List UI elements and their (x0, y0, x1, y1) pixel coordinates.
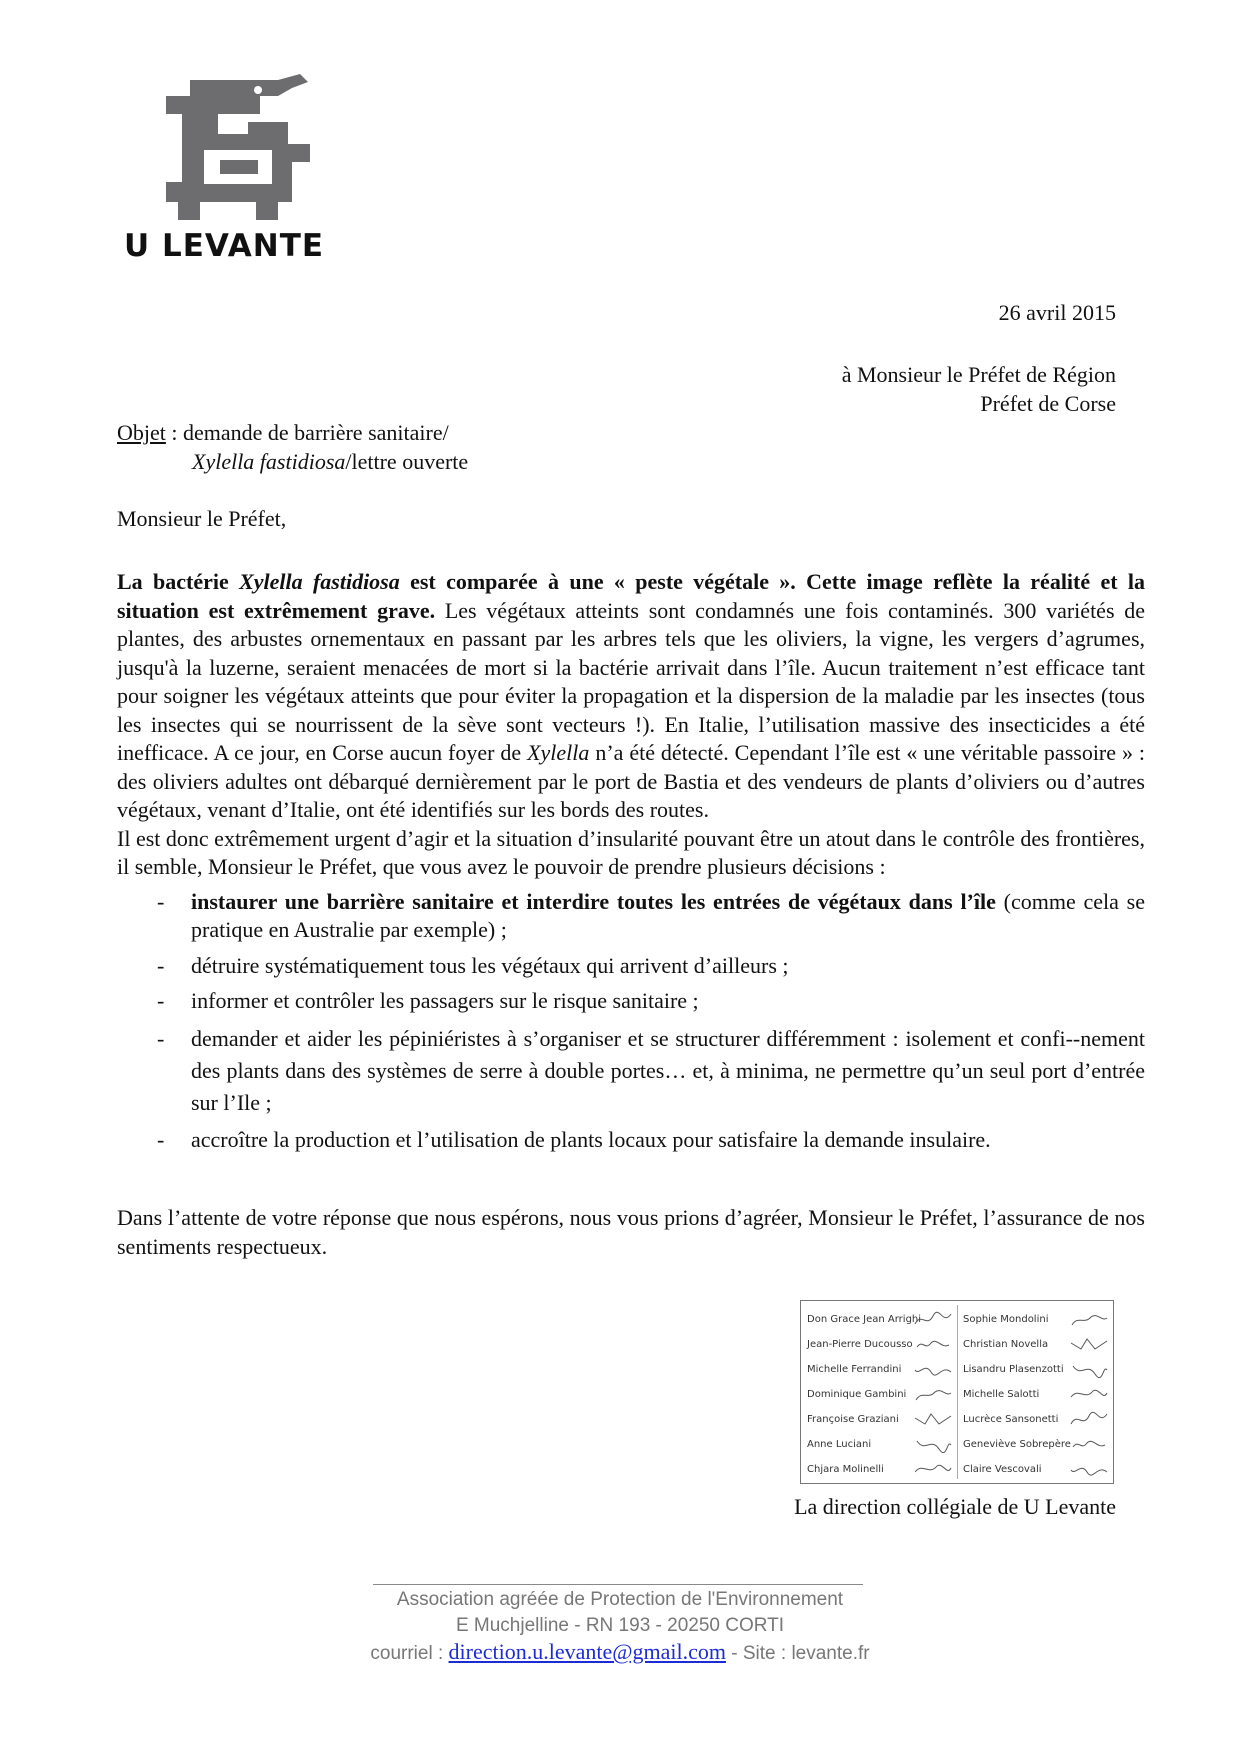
handwritten-signature (913, 1360, 953, 1378)
signatory-name: Michelle Salotti (963, 1389, 1040, 1400)
letter-date: 26 avril 2015 (998, 300, 1116, 325)
lizard-g-logo (160, 74, 312, 222)
handwritten-signature (913, 1410, 953, 1428)
bold-text: La bactérie (117, 569, 240, 594)
subject-separator: : (165, 420, 184, 445)
handwritten-signature (1069, 1360, 1109, 1378)
signatory-name: Geneviève Sobrepère (963, 1439, 1071, 1450)
signature-column-left (807, 1307, 957, 1482)
demands-list (117, 888, 1145, 1155)
signature-row (963, 1357, 1113, 1382)
body-paragraph (117, 568, 1145, 825)
signature-box (800, 1300, 1114, 1484)
bullet-dash: - (157, 1025, 165, 1051)
bullet-dash: - (157, 888, 165, 914)
body-text: (comme cela se pratique en Australie par exemple) ; (191, 888, 1146, 942)
subject-block (117, 418, 468, 476)
signatory-name: Lisandru Plasenzotti (963, 1364, 1064, 1375)
footer-divider (373, 1584, 863, 1585)
subject-line: demande de barrière sanitaire/ (183, 420, 449, 445)
signatory-name: Claire Vescovali (963, 1464, 1042, 1475)
recipient-line: Préfet de Corse (980, 391, 1116, 416)
body-text: détruire systématiquement tous les végétaux qui arrivent d’ailleurs ; (191, 952, 789, 978)
list-item (117, 1023, 1145, 1119)
handwritten-signature (913, 1310, 953, 1328)
signatory-name: Don Grace Jean Arrighi (807, 1314, 922, 1325)
signatory-name: Chjara Molinelli (807, 1464, 884, 1475)
bullet-dash: - (157, 988, 165, 1013)
body-paragraph: Il est donc extrêmement urgent d’agir et la situation d’insularité pouvant être un atout dans le contrôle des frontières, il semble, Monsieur le Préfet, que vous avez le pouvoir de prendre plusieurs décisions : (117, 825, 1145, 879)
list-item (117, 987, 1145, 1016)
signatory-name: Françoise Graziani (807, 1414, 899, 1425)
species-name: Xylella (527, 740, 590, 765)
signatory-name: Dominique Gambini (807, 1389, 907, 1400)
signatory-name: Jean-Pierre Ducousso (807, 1339, 913, 1350)
signatory-name: Sophie Mondolini (963, 1314, 1049, 1325)
species-name: Xylella fastidiosa (239, 569, 400, 594)
closing-paragraph: Dans l’attente de votre réponse que nous espérons, nous vous prions d’agréer, Monsieur le Préfet, l’assurance de nos sentiments respectueux. (117, 1205, 1145, 1259)
body-text: n’a été détecté. Cependant l’île est « une véritable passoire » : des oliviers adultes ont débarqué dernièrement par le port de Bastia et des vendeurs de plants d’oliviers ou d’autres végétaux, venant d’Italie, ont été identifiés sur les bords des routes. (117, 740, 1146, 822)
signature-row (807, 1457, 957, 1482)
body-text: informer et contrôler les passagers sur le risque sanitaire ; (191, 988, 699, 1013)
bold-text: est comparée à une « peste végétale ». Cette image reflète la réalité et la situation est extrêmement grave. (117, 569, 1146, 623)
handwritten-signature (1069, 1410, 1109, 1428)
subject-line: /lettre ouverte (345, 449, 469, 474)
handwritten-signature (1069, 1335, 1109, 1353)
signatory-name: Anne Luciani (807, 1439, 872, 1450)
signature-row (963, 1332, 1113, 1357)
letter-body (117, 568, 1145, 1161)
signatory-name: Lucrèce Sansonetti (963, 1414, 1059, 1425)
signatory-name: Christian Novella (963, 1339, 1049, 1350)
column-divider (957, 1305, 958, 1479)
list-item (117, 952, 1145, 981)
subject-species: Xylella fastidiosa (192, 449, 346, 474)
handwritten-signature (1069, 1385, 1109, 1403)
handwritten-signature (913, 1335, 953, 1353)
handwritten-signature (1069, 1310, 1109, 1328)
signature-row (807, 1332, 957, 1357)
subject-label: Objet (117, 420, 166, 445)
footer-line: E Muchjelline - RN 193 - 20250 CORTI (455, 1615, 785, 1636)
signature-row (807, 1407, 957, 1432)
signature-row (963, 1407, 1113, 1432)
recipient-block (842, 360, 1116, 418)
email-label: courriel : (370, 1643, 449, 1664)
handwritten-signature (913, 1460, 953, 1478)
signature-row (963, 1457, 1113, 1482)
handwritten-signature (1069, 1435, 1109, 1453)
bullet-dash: - (157, 1126, 165, 1152)
signatory-name: Michelle Ferrandini (807, 1364, 902, 1375)
signature-row (807, 1307, 957, 1332)
body-text: accroître la production et l’utilisation de plants locaux pour satisfaire la demande insulaire. (191, 1126, 991, 1152)
recipient-line: à Monsieur le Préfet de Région (841, 362, 1116, 387)
signature-row (807, 1357, 957, 1382)
bullet-dash: - (157, 952, 165, 978)
signature-column-right (963, 1307, 1113, 1482)
signature-row (963, 1432, 1113, 1457)
signature-row (807, 1432, 957, 1457)
body-text: demander et aider les pépiniéristes à s’organiser et se structurer différemment : isolement et confi--nement des plants dans des systèmes de serre à double portes… et, à minima, ne permettre qu’un seul port d’entrée sur l’Ile ; (191, 1025, 1145, 1115)
org-name: U LEVANTE (124, 228, 325, 264)
list-item (117, 1126, 1145, 1155)
salutation: Monsieur le Préfet, (117, 506, 287, 531)
site-text: - Site : levante.fr (725, 1643, 870, 1664)
handwritten-signature (1069, 1460, 1109, 1478)
footer-line: Association agréée de Protection de l'Environnement (396, 1589, 844, 1610)
signature-line: La direction collégiale de U Levante (794, 1494, 1116, 1519)
signature-row (807, 1382, 957, 1407)
bold-text: instaurer une barrière sanitaire et interdire toutes les entrées de végétaux dans l’île (191, 888, 996, 914)
list-item (117, 888, 1145, 945)
email-link[interactable]: direction.u.levante@gmail.com (448, 1639, 726, 1664)
footer (0, 1587, 1240, 1667)
handwritten-signature (913, 1385, 953, 1403)
signature-row (963, 1382, 1113, 1407)
handwritten-signature (913, 1435, 953, 1453)
signature-row (963, 1307, 1113, 1332)
body-text: Les végétaux atteints sont condamnés une fois contaminés. 300 variétés de plantes, des arbustes ornementaux en passant par les arbres tels que les oliviers, la vigne, les vergers d’agrumes, jusqu'à la luzerne, seraient menacées de mort si la bactérie arrivait dans l’île. Aucun traitement n’est efficace tant pour soigner les végétaux atteints que pour éviter la propagation et la dispersion de la maladie par les insectes (tous les insectes qui se nourrissent de la sève sont vecteurs !). En Italie, l’utilisation massive des insecticides a été inefficace. A ce jour, en Corse aucun foyer de (117, 597, 1145, 765)
